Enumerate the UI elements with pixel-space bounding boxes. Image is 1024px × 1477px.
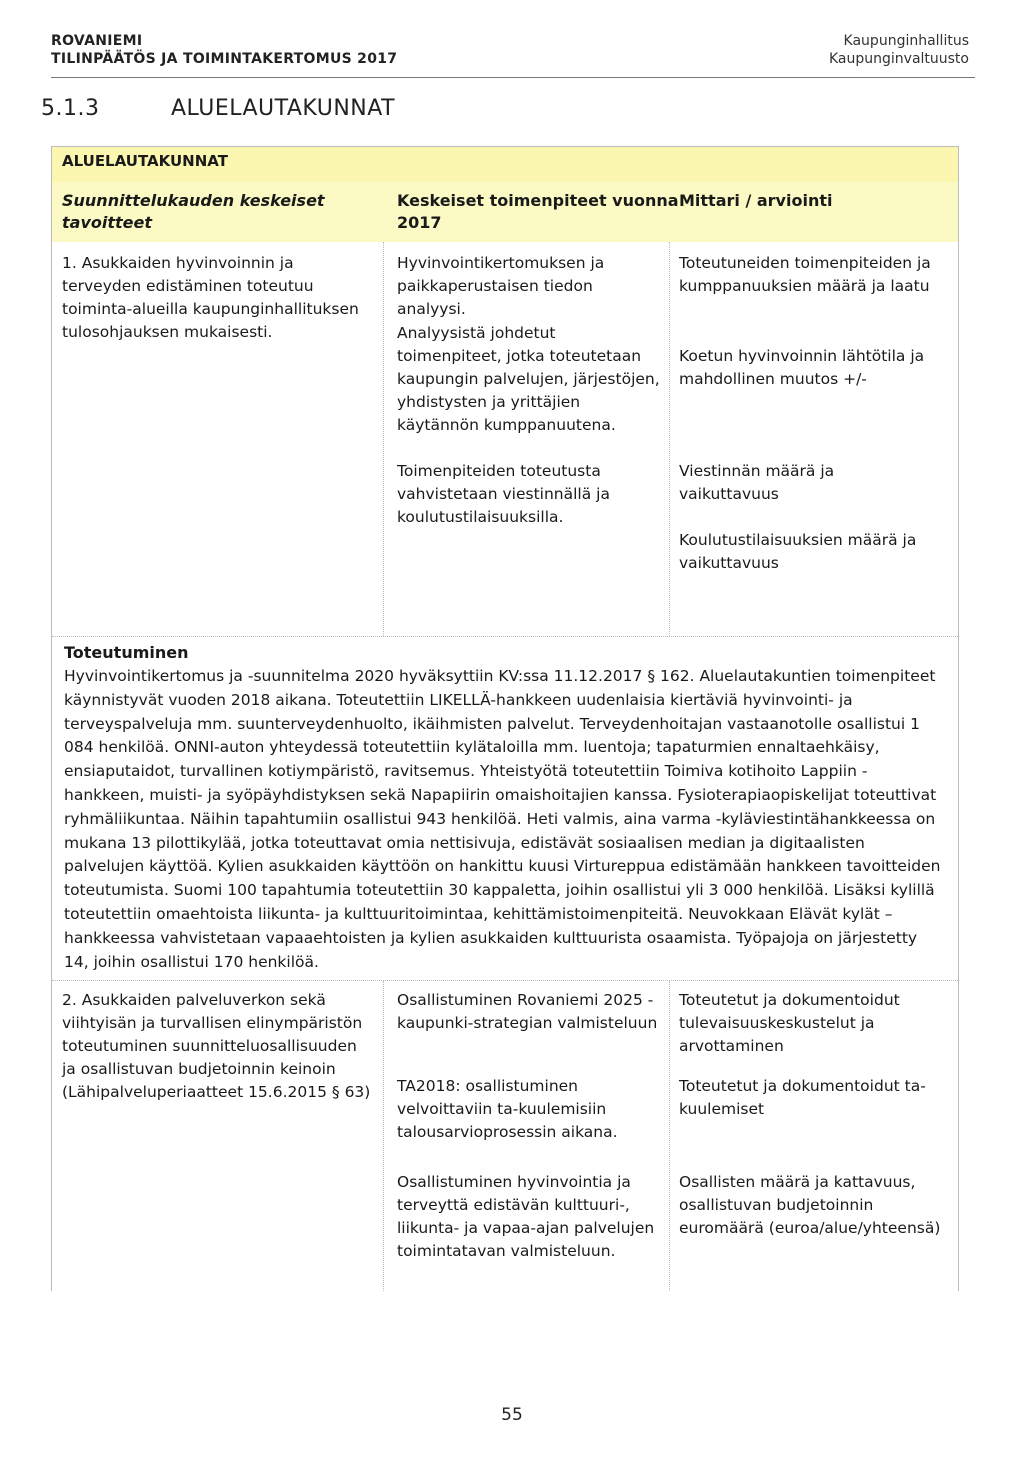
goals-table — [51, 146, 959, 1291]
table-column-headers — [52, 182, 958, 242]
row1-goal: 1. Asukkaiden hyvinvoinnin ja terveyden edistäminen toteutuu toiminta-alueilla kaupunginhallituksen tulosohjauksen mukaisesti. — [62, 254, 359, 341]
column-header-goals: Suunnittelukauden keskeiset tavoitteet — [62, 191, 325, 232]
header-right-1: Kaupunginhallitus — [843, 33, 969, 49]
row1-metric-2: Koetun hyvinvoinnin lähtötila ja mahdollinen muutos +/- — [679, 347, 925, 388]
section-title: ALUELAUTAKUNNAT — [171, 96, 396, 121]
header-right — [829, 32, 969, 68]
toteutuminen-text: Hyvinvointikertomus ja -suunnitelma 2020 hyväksyttiin KV:ssa 11.12.2017 § 162. Aluelautakuntien toimenpiteet käynnistyvät vuoden 2018 aikana. Toteutettiin LIKELLÄ-hankkeen uudenlaisia kiertäviä hyvinvointi- ja terveyspalveluja mm. suunterveydenhuolto, ikäihmisten palvelut. Terveydenhoitajan vastaanotolle osallistui 1 084 henkilöä. ONNI-auton yhteydessä toteutettiin kylätaloilla mm. luentoja; tapaturmien ennaltaehkäisy, ensiaputaidot, turvallinen kotiympäristö, ravitsemus. Yhteistyötä toteutettiin Toimiva kotihoito Lappiin -hankkeen, muisti- ja syöpäyhdistyksen sekä Napapiirin omaishoitajien kanssa. Fysioterapiaopiskelijat toteuttivat ryhmäliikuntaa. Näihin tapahtumiin osallistui 943 henkilöä. Heti valmis, aina varma -kyläviestintähankkeessa on mukana 13 pilottikylää, jotka toteuttavat omia nettisivuja, edistävät sosiaalisen median ja digitaalisten palvelujen käyttöä. Kylien asukkaiden käyttöön on hankittu kuusi Virtureppua edistämään hankkeen tavoitteiden toteutumista. Suomi 100 tapahtumia toteutettiin 30 kappaletta, joihin osallistui yli 3 000 henkilöä. Lisäksi kylillä toteutettiin omaehtoista liikunta- ja kulttuuritoimintaa, kehittämistoimenpiteitä. Neuvokkaan Elävät kylät – hankkeessa vahvistetaan vapaaehtoisten ja kylien asukkaiden kulttuurista osaamista. Työpajoja on järjestetty 14, joihin osallistui 170 henkilöä. — [64, 667, 941, 971]
header-right-2: Kaupunginvaltuusto — [828, 51, 969, 67]
row2-metric-2: Toteutetut ja dokumentoidut ta-kuulemiset — [679, 1077, 926, 1119]
toteutuminen-section — [52, 636, 958, 981]
row2-metric-1: Toteutetut ja dokumentoidut tulevaisuuskeskustelut ja arvottaminen — [679, 991, 900, 1056]
row2-action-3: Osallistuminen hyvinvointia ja terveyttä edistävän kulttuuri-, liikunta- ja vapaa-ajan palvelujen toimintatavan valmisteluun. — [397, 1173, 655, 1261]
page-header — [51, 28, 975, 78]
header-org: ROVANIEMI — [51, 33, 143, 49]
column-divider — [383, 242, 384, 636]
row2-action-1: Osallistuminen Rovaniemi 2025 -kaupunki-strategian valmisteluun — [397, 991, 658, 1033]
row2-goal: 2. Asukkaiden palveluverkon sekä viihtyisän ja turvallisen elinympäristön toteutuminen suunnitteluosallisuuden ja osallistuvan budjetoinnin keinoin (Lähipalveluperiaatteet 15.6.2015 § 63) — [62, 991, 371, 1102]
row1-action-1: Hyvinvointikertomuksen ja paikkaperustaisen tiedon analyysi. — [397, 254, 605, 318]
table-row-2 — [52, 981, 958, 1291]
toteutuminen-title: Toteutuminen — [64, 643, 189, 662]
row1-action-2: Analyysistä johdetut toimenpiteet, jotka toteutetaan kaupungin palvelujen, järjestöjen, yhdistysten ja yrittäjien käytännön kumppanuutena. — [397, 324, 660, 434]
row1-metric-3: Viestinnän määrä ja vaikuttavuus — [679, 462, 835, 503]
row2-action-2: TA2018: osallistuminen velvoittaviin ta-kuulemisiin talousarvioprosessin aikana. — [397, 1077, 618, 1142]
section-number: 5.1.3 — [41, 96, 100, 121]
column-divider — [669, 242, 670, 636]
column-header-metrics: Mittari / arviointi — [679, 191, 833, 210]
column-header-actions: Keskeiset toimenpiteet vuonna 2017 — [397, 191, 679, 232]
column-divider — [383, 981, 384, 1291]
table-title: ALUELAUTAKUNNAT — [52, 146, 958, 182]
column-divider — [669, 981, 670, 1291]
header-doc-title: TILINPÄÄTÖS JA TOIMINTAKERTOMUS 2017 — [51, 51, 398, 67]
row1-metric-4: Koulutustilaisuuksien määrä ja vaikuttavuus — [679, 531, 917, 572]
page-number: 55 — [501, 1405, 523, 1425]
row1-action-3: Toimenpiteiden toteutusta vahvistetaan viestinnällä ja koulutustilaisuuksilla. — [397, 462, 610, 526]
table-row-1 — [52, 242, 958, 636]
header-left — [51, 32, 397, 68]
row1-metric-1: Toteutuneiden toimenpiteiden ja kumppanuuksien määrä ja laatu — [679, 254, 931, 295]
row2-metric-3: Osallisten määrä ja kattavuus, osallistuvan budjetoinnin euromäärä (euroa/alue/yhteensä) — [679, 1173, 941, 1238]
section-heading — [41, 96, 395, 121]
